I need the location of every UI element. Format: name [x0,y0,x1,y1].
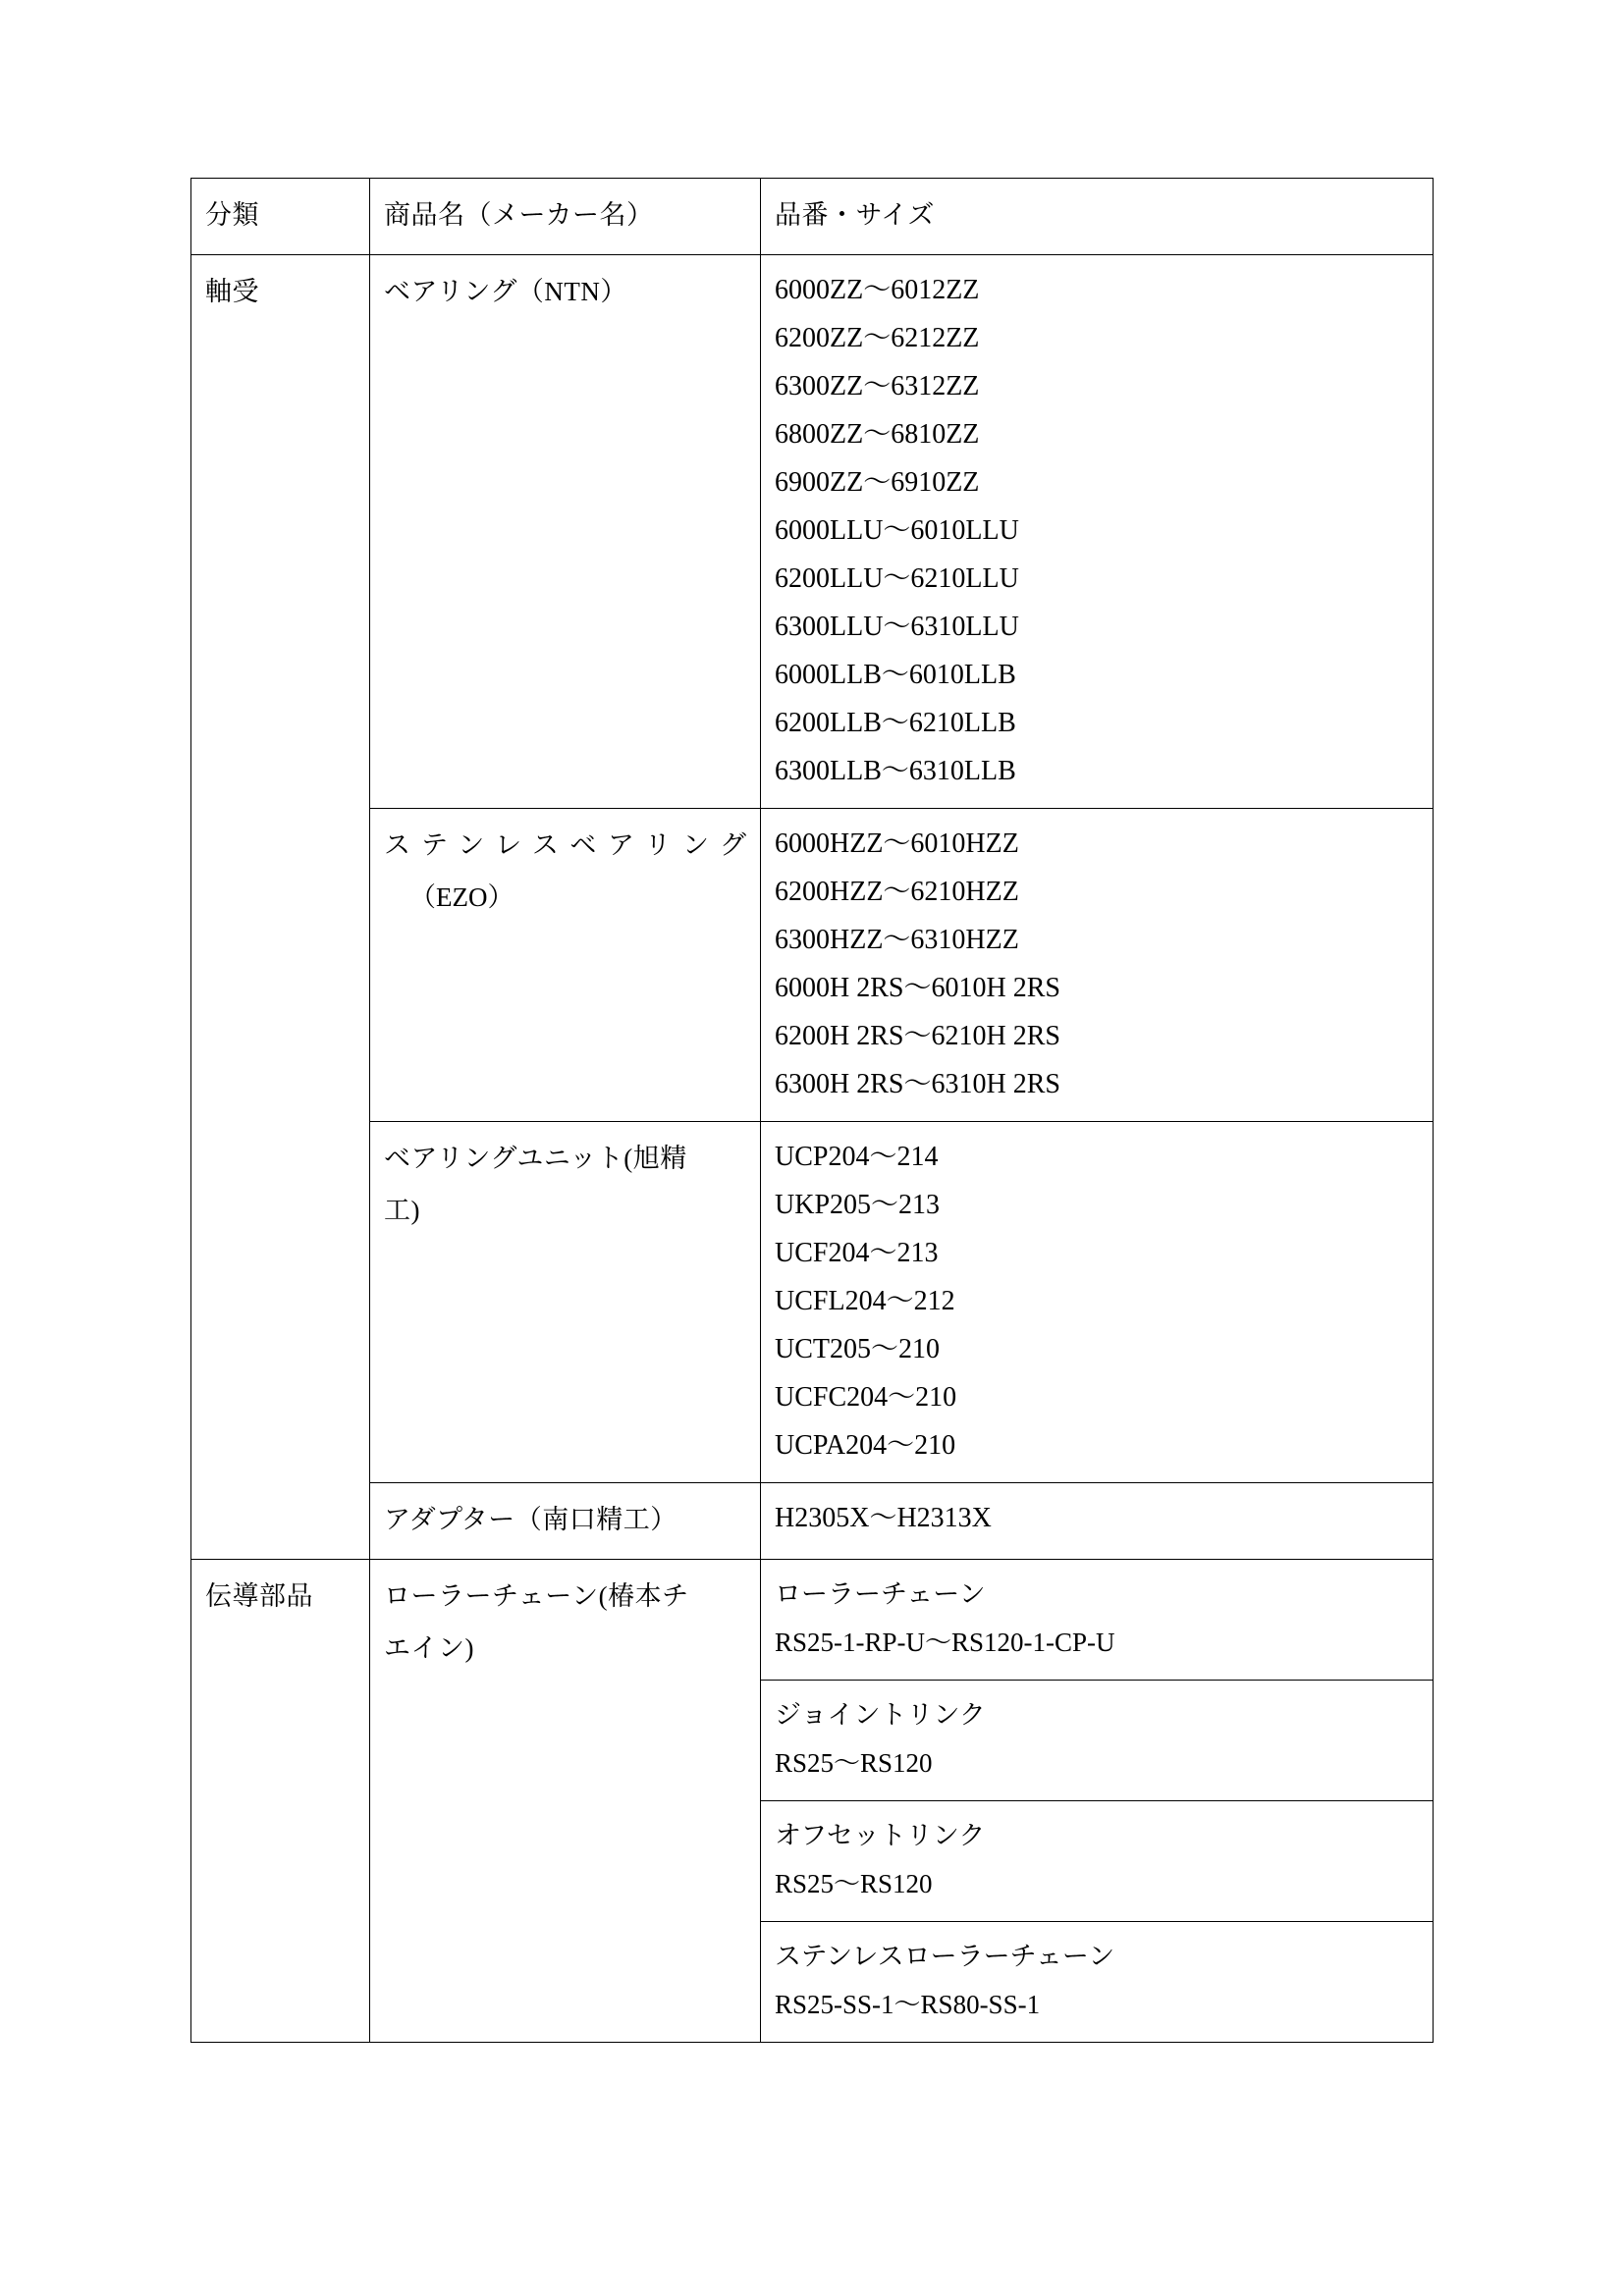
part-number-item: 6900ZZ〜6910ZZ [775,467,980,498]
table-row [191,1122,1434,1483]
part-number-cell-ntn-bearing [761,255,1434,809]
part-number-item: 6300HZZ〜6310HZZ [775,925,1019,955]
part-number-item: 6000HZZ〜6010HZZ [775,828,1019,859]
part-number-item: 6200LLB〜6210LLB [775,708,1016,738]
part-number-item: 6300LLB〜6310LLB [775,756,1016,786]
product-name-line: ローラーチェーン(椿本チ [384,1581,689,1611]
part-number-group [761,1681,1433,1800]
table-row [191,1560,1434,1681]
part-number-cell-stainless-roller-chain [761,1922,1434,2043]
part-number-list [761,1122,1433,1482]
product-name-line: ベアリングユニット(旭精 [384,1144,687,1173]
category-label: 軸受 [205,277,259,306]
part-number-item: 6200LLU〜6210LLU [775,563,1019,594]
part-number-item: UKP205〜213 [775,1190,941,1220]
part-number-item: 6300ZZ〜6312ZZ [775,371,980,401]
header-cell-product-name [370,179,761,255]
part-number-item: UCFC204〜210 [775,1382,957,1413]
part-group-label: オフセットリンク [775,1821,986,1850]
part-number-item: 6300H 2RS〜6310H 2RS [775,1069,1060,1099]
part-number-item: UCPA204〜210 [775,1430,956,1461]
category-cell-bearings [191,255,370,1560]
part-number-item: H2305X〜H2313X [775,1503,992,1533]
product-name-line: ベアリング（NTN） [384,277,627,306]
part-number-cell-joint-link [761,1681,1434,1801]
part-number-cell-asahi-bearing-unit [761,1122,1434,1483]
part-number-item: 6200ZZ〜6212ZZ [775,323,980,353]
header-cell-part-number [761,179,1434,255]
table-row [191,255,1434,809]
header-label-part-number: 品番・サイズ [775,200,935,230]
product-name-line: アダプター（南口精工） [384,1505,677,1534]
table-row [191,1483,1434,1560]
header-cell-category [191,179,370,255]
part-number-item: UCP204〜214 [775,1142,939,1172]
part-number-group [761,1560,1433,1680]
part-group-value: RS25-SS-1〜RS80-SS-1 [775,1990,1041,2019]
product-name-line: エイン) [384,1633,474,1663]
header-label-product-name: 商品名（メーカー名） [384,200,654,230]
part-number-item: UCF204〜213 [775,1238,939,1268]
part-number-list [761,255,1433,808]
part-number-group [761,1922,1433,2042]
table-row [191,809,1434,1122]
product-name-line: ステンレスベアリング [384,830,746,860]
part-number-item: 6200HZZ〜6210HZZ [775,877,1019,907]
header-label-category: 分類 [205,200,259,230]
product-catalog-table [190,178,1434,2043]
category-cell-transmission-parts [191,1560,370,2043]
part-number-item: 6000ZZ〜6012ZZ [775,275,980,305]
product-name-line: 工) [384,1196,420,1225]
table-header-row [191,179,1434,255]
part-number-cell-offset-link [761,1801,1434,1922]
part-number-list [761,1483,1433,1555]
part-number-list [761,809,1433,1121]
part-number-group [761,1801,1433,1921]
part-group-value: RS25-1-RP-U〜RS120-1-CP-U [775,1628,1115,1657]
part-group-value: RS25〜RS120 [775,1748,933,1778]
product-name-cell-ntn-bearing [370,255,761,809]
part-group-label: ジョイントリンク [775,1700,986,1730]
part-number-cell-roller-chain [761,1560,1434,1681]
product-catalog-table-wrapper [190,178,1433,2043]
part-group-value: RS25〜RS120 [775,1869,933,1898]
part-number-item: 6000LLU〜6010LLU [775,515,1019,546]
part-group-label: ステンレスローラーチェーン [775,1942,1115,1971]
part-number-item: 6200H 2RS〜6210H 2RS [775,1021,1060,1051]
part-number-item: 6300LLU〜6310LLU [775,612,1019,642]
part-group-label: ローラーチェーン [775,1579,986,1609]
part-number-item: 6000LLB〜6010LLB [775,660,1016,690]
part-number-cell-ezo-stainless-bearing [761,809,1434,1122]
part-number-item: UCFL204〜212 [775,1286,955,1316]
product-name-cell-tsubaki-roller-chain [370,1560,761,2043]
product-name-cell-ezo-stainless-bearing [370,809,761,1122]
product-name-line: （EZO） [409,882,514,912]
product-name-cell-minamiguchi-adapter [370,1483,761,1560]
part-number-cell-minamiguchi-adapter [761,1483,1434,1560]
product-name-cell-asahi-bearing-unit [370,1122,761,1483]
part-number-item: 6000H 2RS〜6010H 2RS [775,973,1060,1003]
part-number-item: 6800ZZ〜6810ZZ [775,419,980,450]
part-number-item: UCT205〜210 [775,1334,941,1364]
category-label: 伝導部品 [205,1581,313,1611]
